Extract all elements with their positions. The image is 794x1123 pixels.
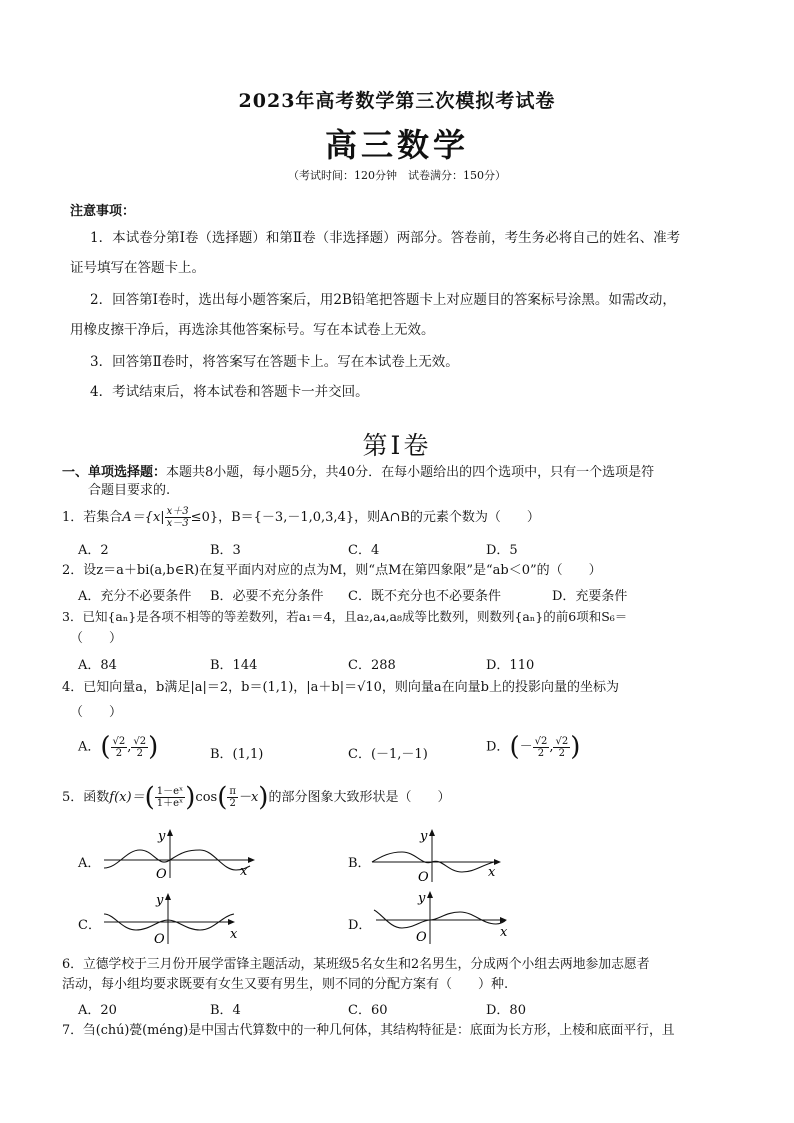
- y-label: y: [418, 891, 426, 906]
- notice-item: 2．回答第Ⅰ卷时，选出每小题答案后，用2B铅笔把答题卡上对应题目的答案标号涂黑。如需改动，: [90, 292, 676, 308]
- curve: [374, 910, 506, 928]
- q5-graph-b[interactable]: [368, 828, 528, 884]
- q5-option-a-label[interactable]: A．: [78, 856, 101, 871]
- instruction-bold: 一、单项选择题：: [62, 465, 167, 480]
- notice-item: 3．回答第Ⅱ卷时，将答案写在答题卡上。写在本试卷上无效。: [90, 354, 459, 370]
- q4-option-d[interactable]: D．(－ $\frac{√2}{2}$ , $\frac{√2}{2}$ ): [486, 732, 581, 762]
- frac: [553, 736, 570, 759]
- q5-cos-den: 2: [229, 798, 236, 809]
- q1-frac-den: x－3: [166, 518, 189, 529]
- frac: [111, 736, 128, 759]
- frac-num: √2: [112, 735, 126, 747]
- q1-option-c[interactable]: C．4: [348, 543, 380, 558]
- q2-option-a[interactable]: A．充分不必要条件: [78, 589, 192, 604]
- frac: [533, 736, 550, 759]
- notice-item: 1．本试卷分第Ⅰ卷（选择题）和第Ⅱ卷（非选择题）两部分。答卷前，考生务必将自己的姓名、准考: [90, 230, 681, 246]
- q5-graph-c[interactable]: [100, 892, 260, 946]
- instruction-text: 本题共8小题，每小题5分，共40分．在每小题给出的四个选项中，只有一个选项是符: [166, 465, 655, 480]
- q5-cos-tail: －x: [237, 790, 259, 805]
- q4-option-d-label: D．: [486, 739, 510, 755]
- question-3-paren: （ ）: [70, 631, 123, 646]
- origin-label: O: [156, 867, 167, 880]
- paren-left: (: [509, 732, 520, 762]
- section-instruction-cont: 合题目要求的.: [88, 483, 171, 498]
- q5-suffix: 的部分图象大致形状是（ ）: [268, 790, 451, 805]
- section-title: 第Ⅰ卷: [362, 431, 432, 460]
- frac-den: 2: [537, 747, 545, 759]
- origin-label: O: [418, 870, 429, 884]
- q1-prefix: 1．若集合: [62, 510, 123, 525]
- q4-option-a-label: A．: [78, 739, 101, 755]
- question-5: [62, 782, 451, 813]
- frac-num: √2: [555, 735, 569, 747]
- q1-option-a[interactable]: A．2: [78, 543, 109, 558]
- y-label: y: [158, 829, 166, 844]
- q2-option-b[interactable]: B．必要不充分条件: [210, 589, 324, 604]
- q5-frac-num: 1－eˣ: [156, 786, 184, 797]
- q1-set-b: B＝{－3,－1,0,3,4}，则A∩B的元素个数为（ ）: [231, 510, 540, 525]
- paren-left: (: [144, 782, 155, 813]
- notice-item: 4．考试结束后，将本试卷和答题卡一并交回。: [90, 384, 369, 400]
- frac-den: 2: [115, 747, 123, 759]
- q1-set-a: A＝{x|: [122, 510, 165, 525]
- paren-right: ): [148, 732, 159, 762]
- q6-option-b[interactable]: B．4: [210, 1003, 241, 1018]
- x-axis-arrow: [228, 919, 235, 925]
- minus-sign: －: [519, 739, 533, 755]
- question-1: [62, 506, 540, 529]
- question-7: 7．刍(chú)甍(méng)是中国古代算数中的一种几何体，其结构特征是：底面为长方形，上棱和底面平行，且: [62, 1023, 675, 1038]
- paren-right: ): [185, 782, 196, 813]
- x-label: x: [500, 925, 508, 940]
- q1-fraction: [165, 506, 191, 529]
- y-axis-arrow: [167, 829, 173, 836]
- q3-option-d[interactable]: D．110: [486, 658, 535, 673]
- frac: [131, 736, 148, 759]
- q6-option-c[interactable]: C．60: [348, 1003, 388, 1018]
- paren-right: ): [258, 782, 269, 813]
- frac-den: 2: [558, 747, 566, 759]
- question-3: 3．已知{aₙ}是各项不相等的等差数列，若a₁＝4，且a₂,a₄,a₈成等比数列，则数列{aₙ}的前6项和S₆＝: [62, 609, 628, 624]
- y-axis-arrow: [427, 891, 433, 898]
- q1-option-b[interactable]: B．3: [210, 543, 241, 558]
- q5-cos: cos: [195, 790, 218, 805]
- section-instruction: [62, 464, 654, 482]
- question-4-paren: （ ）: [70, 705, 123, 720]
- notice-item: 证号填写在答题卡上。: [70, 260, 205, 276]
- notice-item: 用橡皮擦干净后，再选涂其他答案标号。写在本试卷上无效。: [70, 322, 435, 338]
- subject-title: 高三数学: [324, 126, 469, 164]
- y-label: y: [420, 829, 428, 844]
- x-label: x: [240, 864, 248, 879]
- q3-option-a[interactable]: A．84: [78, 658, 117, 673]
- q5-option-c-label[interactable]: C．: [78, 918, 101, 933]
- question-4: 4．已知向量a，b满足|a|＝2，b＝(1,1)，|a＋b|＝√10，则向量a在向量b上的投影向量的坐标为: [62, 680, 619, 695]
- x-axis-arrow: [248, 857, 255, 863]
- y-axis-arrow: [165, 893, 171, 900]
- q2-option-d[interactable]: D．充要条件: [552, 589, 628, 604]
- origin-label: O: [154, 932, 165, 946]
- x-label: x: [230, 927, 238, 942]
- q1-frac-num: x＋3: [166, 506, 189, 517]
- q1-set-a-end: ≤0}，: [190, 510, 232, 525]
- q6-option-d[interactable]: D．80: [486, 1003, 526, 1018]
- x-label: x: [488, 865, 496, 880]
- q6-option-a[interactable]: A．20: [78, 1003, 117, 1018]
- y-axis-arrow: [429, 829, 435, 836]
- y-label: y: [156, 893, 164, 908]
- paren-right: ): [570, 732, 581, 762]
- paren-left: (: [217, 782, 228, 813]
- question-2: 2．设z＝a＋bi(a,b∈R)在复平面内对应的点为M，则“点M在第四象限”是“ab＜0”的（ ）: [62, 563, 602, 578]
- question-6-cont: 活动，每小组均要求既要有女生又要有男生，则不同的分配方案有（ ）种.: [62, 977, 509, 992]
- q3-option-b[interactable]: B．144: [210, 658, 258, 673]
- q5-frac-den: 1＋eˣ: [156, 798, 184, 809]
- frac-num: √2: [534, 735, 548, 747]
- q5-graph-d[interactable]: [372, 890, 532, 946]
- q5-cos-num: π: [229, 786, 236, 797]
- q2-option-c[interactable]: C．既不充分也不必要条件: [348, 589, 501, 604]
- q5-func: f(x)＝: [109, 790, 145, 805]
- q4-option-c[interactable]: C．(－1,－1): [348, 747, 428, 762]
- q5-option-d-label[interactable]: D．: [348, 918, 372, 933]
- exam-info: （考试时间：120分钟 试卷满分：150分）: [288, 169, 506, 182]
- frac-den: 2: [136, 747, 143, 759]
- origin-label: O: [416, 930, 427, 945]
- paren-left: (: [100, 732, 111, 762]
- q5-graph-a[interactable]: [100, 828, 260, 880]
- question-6: 6．立德学校于三月份开展学雷锋主题活动，某班级5名女生和2名男生，分成两个小组去两地参加志愿者: [62, 957, 650, 972]
- q1-option-d[interactable]: D．5: [486, 543, 518, 558]
- exam-title: 2023年高考数学第三次模拟考试卷: [238, 90, 556, 112]
- q5-fraction: [155, 786, 186, 809]
- q4-option-b[interactable]: B．(1,1): [210, 747, 264, 762]
- q5-prefix: 5．函数: [62, 790, 110, 805]
- q4-option-a[interactable]: A．( $\frac{√2}{2}$ , $\frac{√2}{2}$ ): [78, 732, 159, 762]
- frac-num: √2: [133, 735, 147, 747]
- q3-option-c[interactable]: C．288: [348, 658, 396, 673]
- q5-cos-fraction: [227, 786, 238, 809]
- notice-heading: 注意事项：: [70, 204, 136, 219]
- q5-option-b-label[interactable]: B．: [348, 856, 371, 871]
